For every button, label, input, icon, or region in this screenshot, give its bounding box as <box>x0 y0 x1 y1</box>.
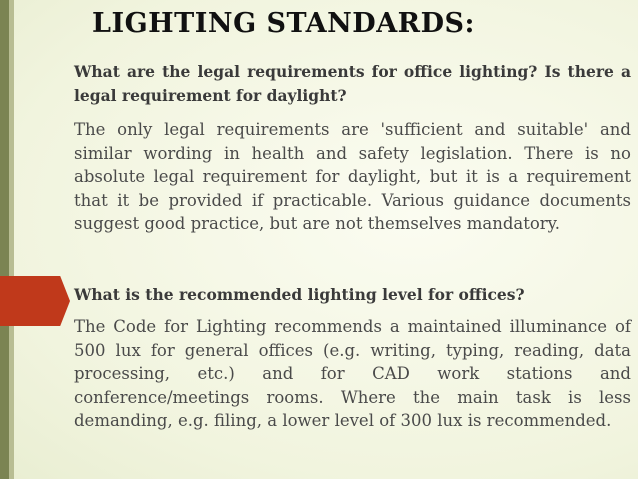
question-legal-requirements: What are the legal requirements for office lighting? Is there a legal requirement for daylight? <box>74 62 631 105</box>
slide-title: LIGHTING STANDARDS: <box>92 8 475 39</box>
red-arrow-marker <box>0 276 70 326</box>
left-decorative-stripe <box>0 0 9 479</box>
answer-recommended-level: The Code for Lighting recommends a maintained illuminance of 500 lux for general offices (e.g. writing, typing, reading, data processing, etc.) and for CAD work stations and conference/meetings rooms. Where the main task is less demanding, e.g. filing, a lower level of 300 lux is recommended. <box>74 317 631 431</box>
answer-legal-requirements: The only legal requirements are 'sufficient and suitable' and similar wording in health and safety legislation. There is no absolute legal requirement for daylight, but it is a requirement that it be provided if practicable. Various guidance documents suggest good practice, but are not themselves mandatory. <box>74 120 631 234</box>
left-decorative-stripe-light <box>9 0 14 479</box>
question-recommended-level: What is the recommended lighting level for offices? <box>74 285 525 304</box>
